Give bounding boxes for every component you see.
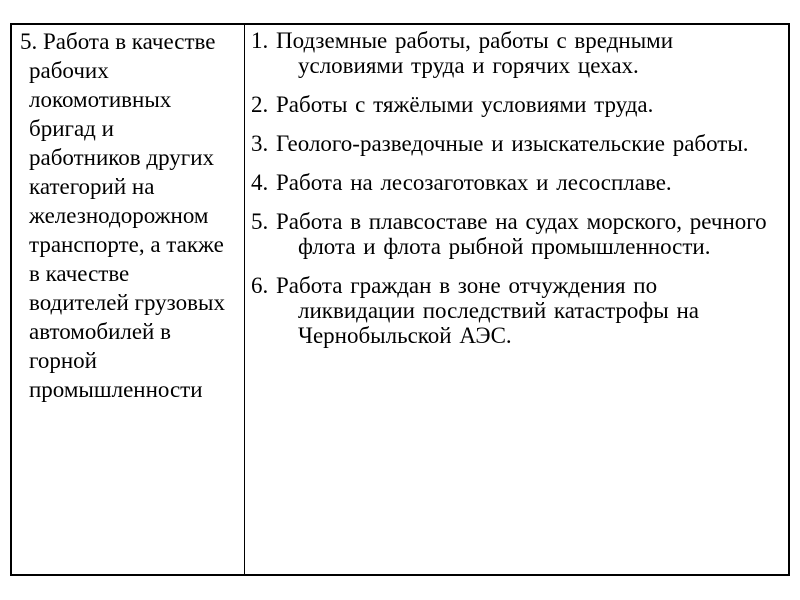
text-line: горной — [29, 348, 97, 373]
text-line: 6. Работа граждан в зоне отчуждения по — [251, 273, 658, 298]
text-line: автомобилей в — [29, 319, 171, 344]
table-cell-left — [12, 25, 245, 574]
list-item — [251, 273, 784, 348]
text-line: 4. Работа на лесозаготовках и лесосплаве. — [251, 170, 672, 195]
text-line: бригад и — [29, 116, 114, 141]
text-line: промышленности — [29, 377, 203, 402]
text-line: железнодорожном — [29, 203, 209, 228]
table-cell-right — [245, 25, 788, 574]
list-item — [251, 170, 784, 195]
work-categories-table — [10, 23, 790, 576]
list-item — [251, 28, 784, 78]
list-item — [251, 131, 784, 156]
text-line: Чернобыльской АЭС. — [298, 323, 512, 348]
text-line: 1. Подземные работы, работы с вредными — [251, 28, 674, 53]
text-line: 3. Геолого-разведочные и изыскательские работы. — [251, 131, 749, 156]
text-line: ликвидации последствий катастрофы на — [298, 298, 700, 323]
text-line: 5. Работа в качестве — [20, 29, 216, 54]
list-item — [251, 92, 784, 117]
text-line: в качестве — [29, 261, 130, 286]
text-line: флота и флота рыбной промышленности. — [298, 234, 711, 259]
list-item — [251, 209, 784, 259]
text-line: условиями труда и горячих цехах. — [298, 53, 639, 78]
text-line: локомотивных — [29, 87, 172, 112]
text-line: 2. Работы с тяжёлыми условиями труда. — [251, 92, 654, 117]
text-line: работников других — [29, 145, 215, 170]
text-line: водителей грузовых — [29, 290, 225, 315]
text-line: транспорте, а также — [29, 232, 224, 257]
text-line: категорий на — [29, 174, 155, 199]
text-line: рабочих — [29, 58, 109, 83]
text-line: 5. Работа в плавсоставе на судах морского, речного — [251, 209, 767, 234]
